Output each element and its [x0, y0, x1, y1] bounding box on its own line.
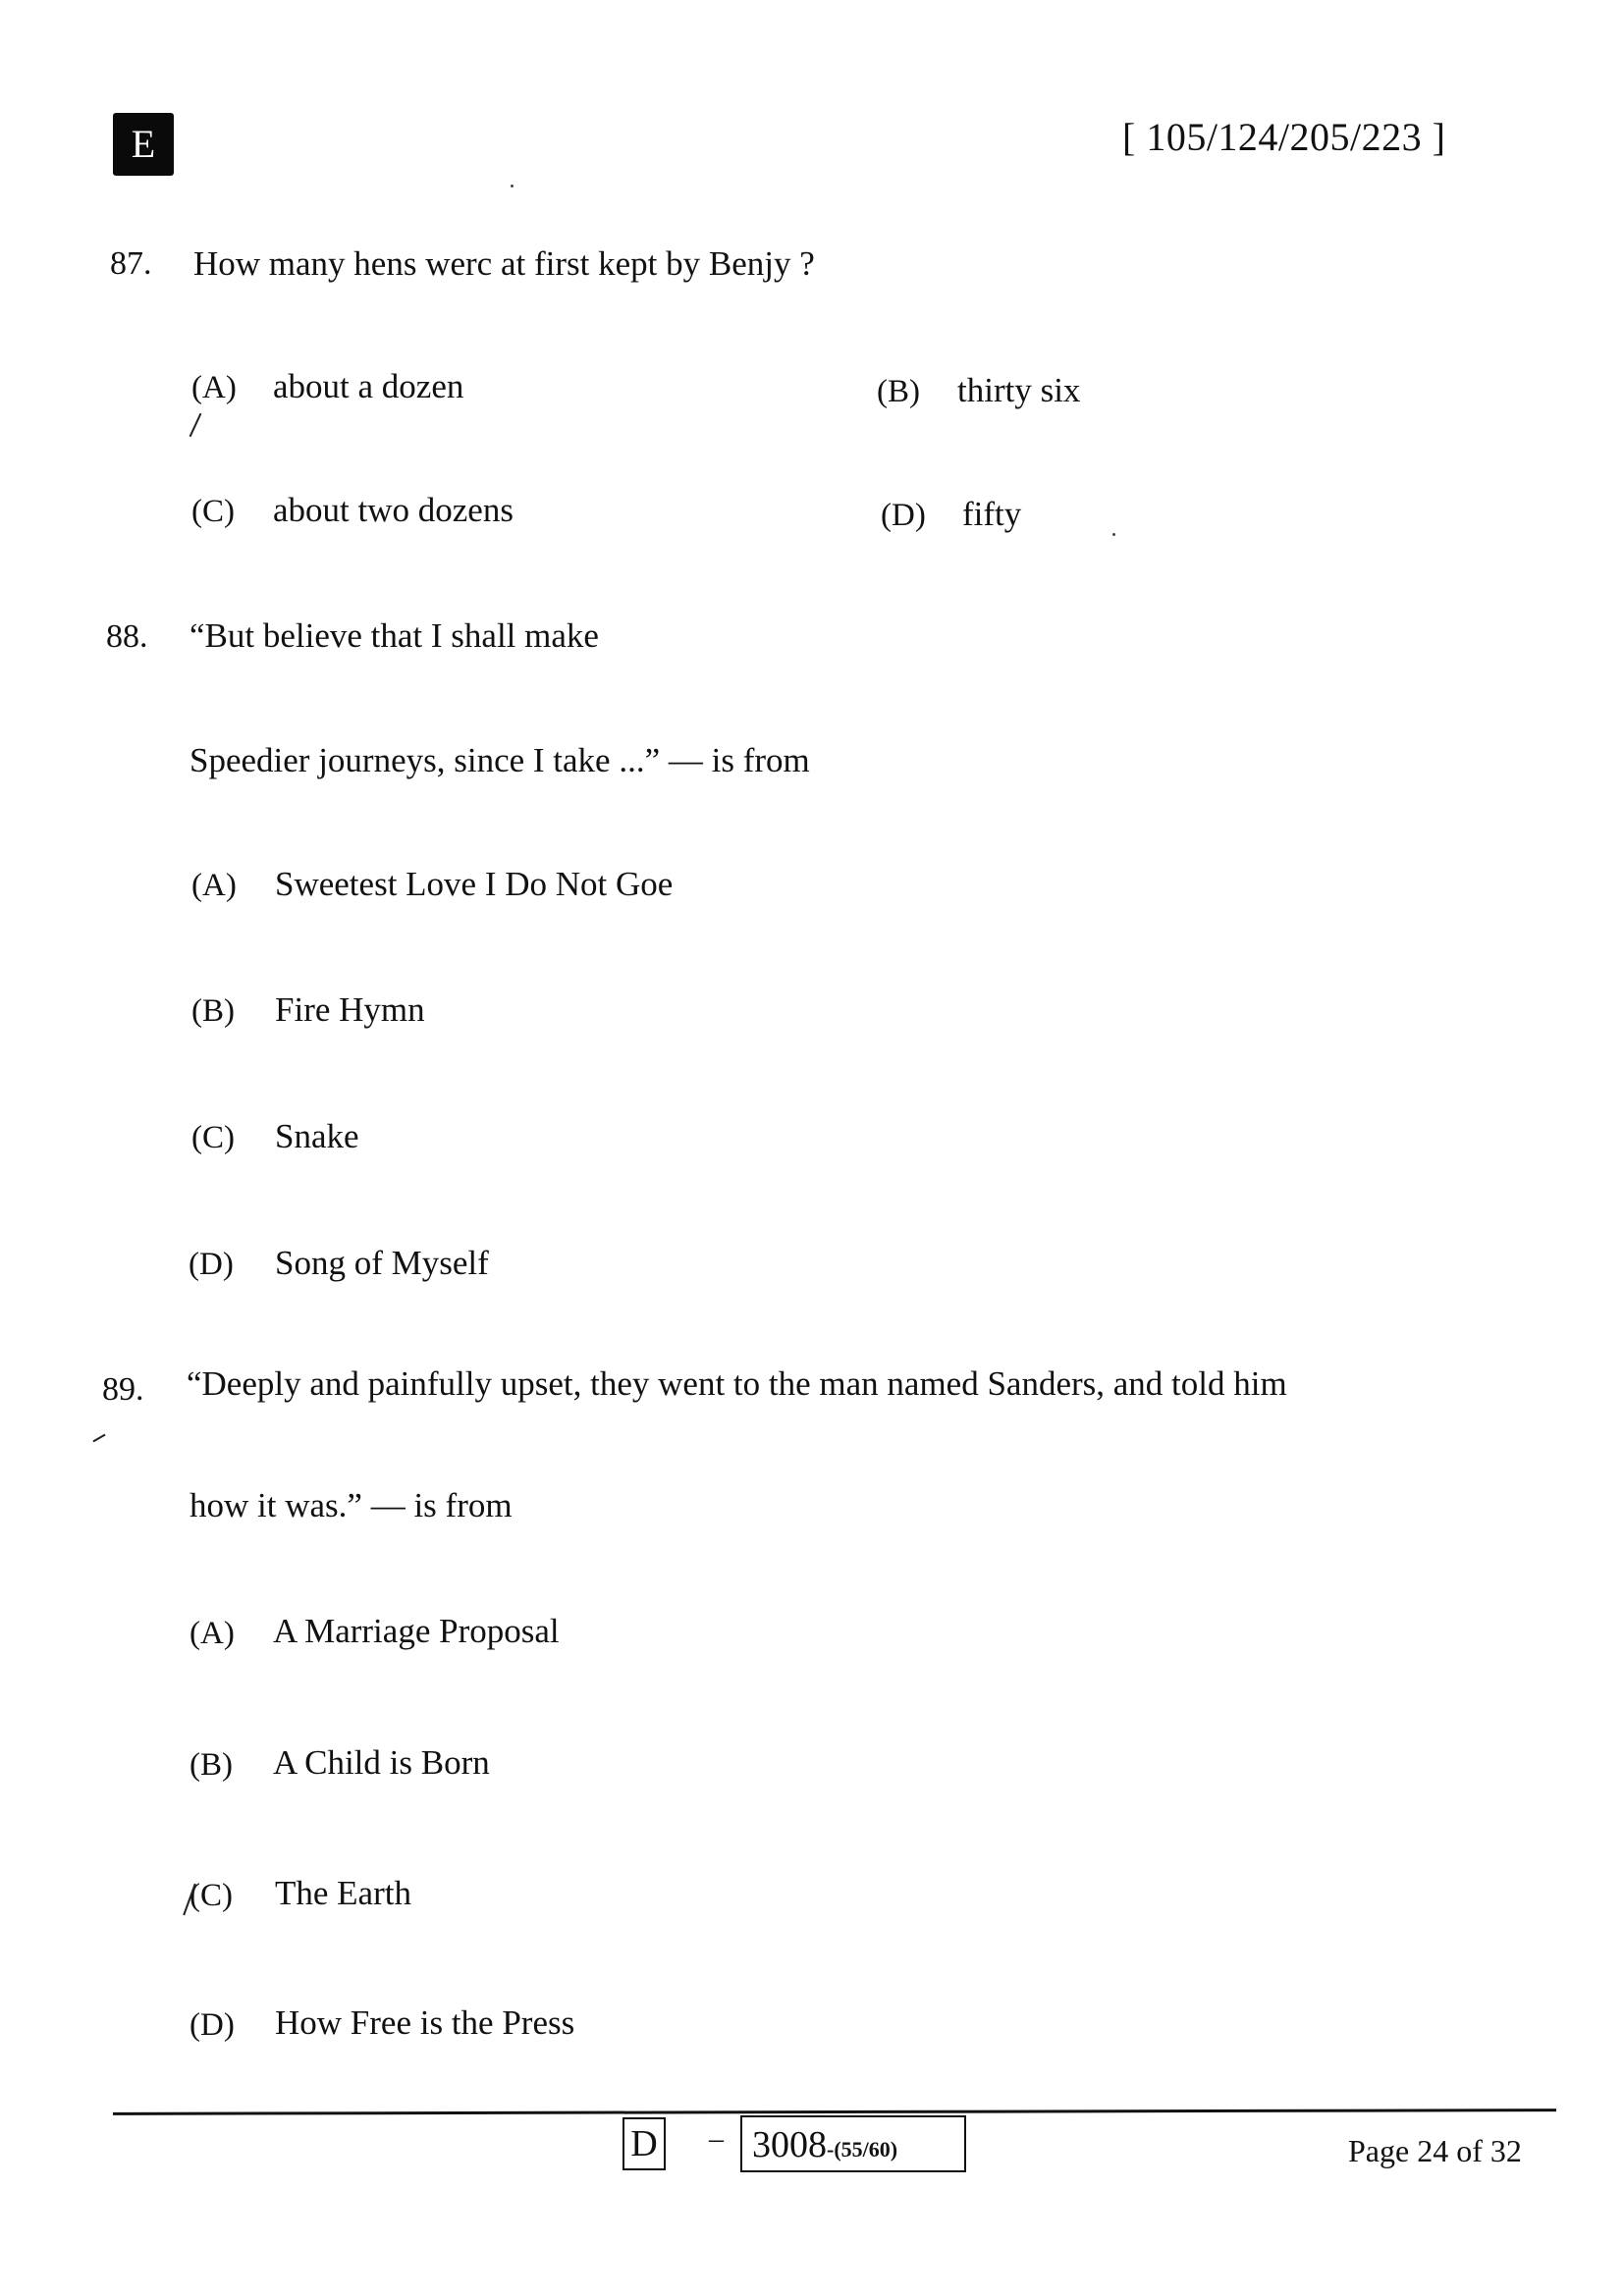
- page-indicator: Page 24 of 32: [1348, 2133, 1522, 2168]
- option-label: (A): [191, 370, 237, 405]
- question-text: How many hens werc at first kept by Benjy ?: [193, 244, 815, 283]
- option-text: thirty six: [957, 371, 1081, 409]
- option-label: (C): [191, 494, 235, 529]
- question-text-line-1: “Deeply and painfully upset, they went to the man named Sanders, and told him: [187, 1364, 1287, 1403]
- option-label: (B): [191, 993, 235, 1029]
- option-text: about a dozen: [273, 367, 464, 405]
- option-text: A Marriage Proposal: [273, 1612, 560, 1650]
- option-text: A Child is Born: [273, 1743, 490, 1782]
- option-text: about two dozens: [273, 491, 514, 529]
- question-number: 88.: [106, 618, 148, 655]
- option-text: Song of Myself: [275, 1244, 489, 1282]
- scan-speck: [1112, 533, 1115, 536]
- question-code: 3008: [752, 2124, 827, 2165]
- option-text: Snake: [275, 1117, 359, 1155]
- scan-speck: [511, 185, 514, 187]
- booklet-code-box: D: [623, 2117, 666, 2170]
- question-text-line-1: “But believe that I shall make: [189, 616, 599, 655]
- question-code-suffix: -(55/60): [827, 2137, 898, 2162]
- footer-rule: [113, 2109, 1556, 2115]
- option-label: (D): [189, 2007, 235, 2043]
- option-label: (D): [881, 498, 926, 533]
- option-label: (C): [189, 1878, 233, 1913]
- option-text: How Free is the Press: [275, 2003, 575, 2042]
- option-text: Sweetest Love I Do Not Goe: [275, 865, 674, 903]
- answer-tick-mark-icon: [189, 413, 202, 437]
- question-code-box: [740, 2115, 966, 2172]
- option-label: (B): [877, 374, 920, 409]
- option-label: (A): [189, 1616, 235, 1651]
- series-letter-badge: E: [113, 113, 174, 176]
- option-text: Fire Hymn: [275, 990, 425, 1029]
- question-text-line-2: how it was.” — is from: [189, 1486, 513, 1524]
- option-text: The Earth: [275, 1874, 411, 1912]
- option-label: (D): [189, 1247, 234, 1282]
- question-number: 89.: [102, 1371, 144, 1408]
- question-text-line-2: Speedier journeys, since I take ...” — is from: [189, 741, 810, 779]
- footer-separator: –: [709, 2122, 724, 2155]
- option-label: (C): [191, 1120, 235, 1155]
- pen-mark-icon: [92, 1434, 105, 1443]
- paper-codes: [ 105/124/205/223 ]: [1122, 115, 1446, 159]
- question-number: 87.: [110, 245, 152, 282]
- option-text: fifty: [962, 495, 1022, 533]
- option-label: (A): [191, 868, 237, 903]
- option-label: (B): [189, 1747, 233, 1783]
